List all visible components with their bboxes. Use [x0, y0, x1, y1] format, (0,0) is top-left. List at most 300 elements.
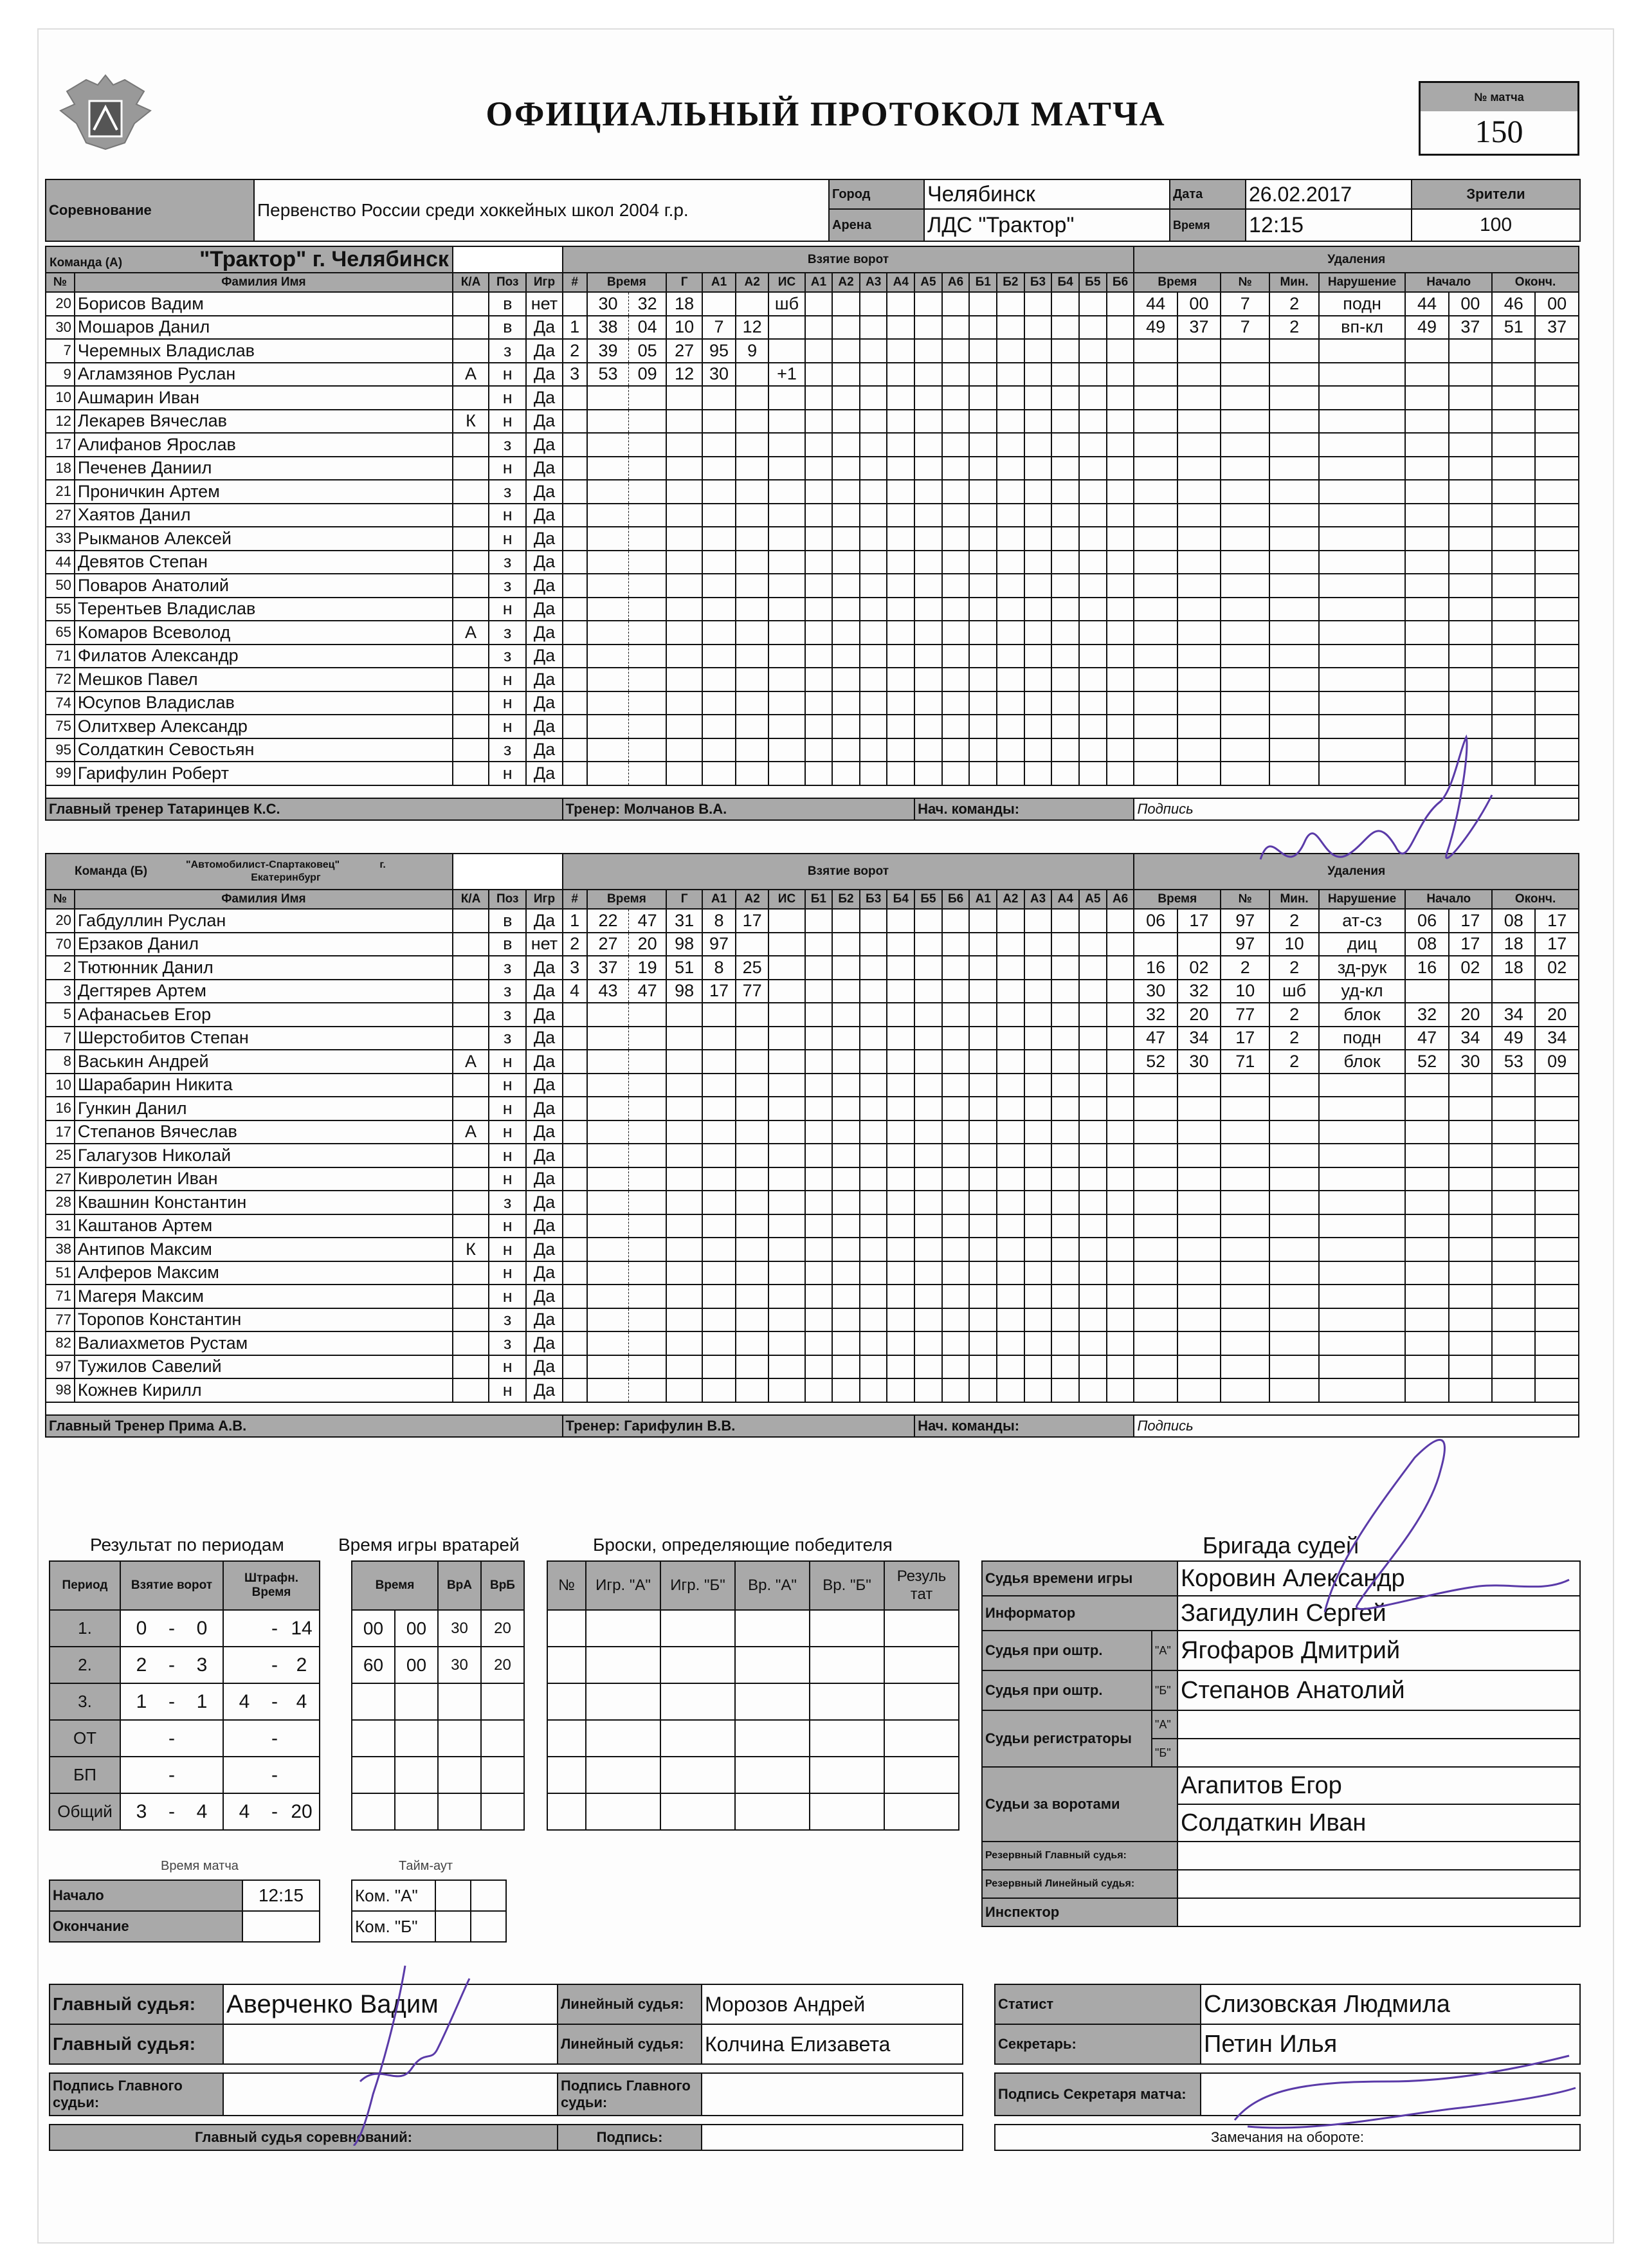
player-plays: Да	[526, 1003, 562, 1027]
match-number-box	[1419, 81, 1579, 156]
penalty-infraction: зд-рук	[1319, 956, 1406, 980]
goal-situation	[768, 668, 804, 691]
competition-info	[45, 179, 1581, 242]
table-row	[46, 1120, 1579, 1144]
period-label: ОТ	[50, 1720, 120, 1757]
player-role	[453, 715, 489, 738]
penalty-minutes: 2	[1269, 956, 1318, 980]
table-row	[46, 1191, 1579, 1214]
penalty-second	[1177, 1120, 1221, 1144]
player-position: н	[489, 598, 526, 621]
shootout-col-2: Игр. "Б"	[660, 1561, 735, 1610]
penalty-end-min: 18	[1492, 956, 1535, 980]
goal-assist-1	[702, 1308, 736, 1332]
goal-judges-label: Судьи за воротами	[982, 1767, 1177, 1842]
table-row	[46, 1214, 1579, 1238]
start-label: Начало	[50, 1880, 242, 1911]
registrars-label: Судьи регистраторы	[982, 1710, 1152, 1767]
player-role	[453, 574, 489, 598]
goal-situation	[768, 1238, 804, 1261]
table-row	[46, 956, 1579, 980]
penalty-start-min	[1405, 457, 1448, 480]
player-name: Солдаткин Севостьян	[75, 738, 453, 762]
table-row	[46, 668, 1579, 691]
protocol-sheet	[37, 28, 1614, 2244]
penalty-start-min: 06	[1405, 909, 1448, 933]
goal-second	[629, 574, 666, 598]
goal-scorer: 12	[666, 363, 702, 387]
periods-title: Результат по периодам	[90, 1535, 284, 1555]
goal-assist-2	[736, 621, 769, 645]
goalie-row	[352, 1610, 524, 1647]
goal-number: 3	[563, 363, 587, 387]
penalty-end-min	[1492, 457, 1535, 480]
period-goals-b: 0	[181, 1610, 223, 1647]
goal-assist-1	[702, 1331, 736, 1355]
goal-scorer	[666, 527, 702, 551]
player-position: н	[489, 527, 526, 551]
player-plays: Да	[526, 574, 562, 598]
penalty-end-min	[1492, 598, 1535, 621]
penalty-end-sec	[1535, 980, 1579, 1003]
goal-second	[629, 457, 666, 480]
goal-second	[629, 691, 666, 715]
penalty-second	[1177, 933, 1221, 956]
goalie-b: 20	[481, 1647, 524, 1683]
goal-number	[563, 1050, 587, 1074]
penalty-end-sec	[1535, 1120, 1579, 1144]
penalty-infraction	[1319, 1097, 1406, 1120]
penalty-player	[1221, 1355, 1269, 1379]
player-number: 21	[46, 480, 75, 504]
goal-minute	[587, 1050, 629, 1074]
arena-value: ЛДС "Трактор"	[924, 209, 1170, 241]
goal-assist-1	[702, 1238, 736, 1261]
penalty-end-min	[1492, 1144, 1535, 1167]
goal-assist-1	[702, 668, 736, 691]
goal-second	[629, 433, 666, 457]
penalty-end-sec: 37	[1535, 316, 1579, 340]
penalty-start-min	[1405, 1120, 1448, 1144]
player-position: з	[489, 574, 526, 598]
penalty-second: 30	[1177, 1050, 1221, 1074]
goal-scorer	[666, 762, 702, 785]
goal-minute	[587, 691, 629, 715]
table-row	[46, 1308, 1579, 1332]
player-number: 51	[46, 1261, 75, 1285]
shootout-table	[547, 1560, 959, 1831]
penalty-player: 77	[1221, 1003, 1269, 1027]
penalty-start-min	[1405, 1378, 1448, 1402]
goal-second: 04	[629, 316, 666, 340]
goal-assist-1	[702, 1120, 736, 1144]
penalty-end-sec: 17	[1535, 909, 1579, 933]
goal-assist-1	[702, 1074, 736, 1097]
line-ref-label-2: Линейный судья:	[558, 2024, 702, 2064]
player-position: з	[489, 480, 526, 504]
penalty-infraction	[1319, 1191, 1406, 1214]
penalty-end-sec: 02	[1535, 956, 1579, 980]
period-pen-b	[284, 1757, 320, 1793]
goal-assist-1	[702, 1214, 736, 1238]
penalty-minute	[1134, 1261, 1177, 1285]
penalty-second	[1177, 433, 1221, 457]
player-plays: Да	[526, 1144, 562, 1167]
goal-second: 47	[629, 980, 666, 1003]
player-name: Хаятов Данил	[75, 504, 453, 527]
penalty-infraction	[1319, 363, 1406, 387]
penalty-minutes	[1269, 1120, 1318, 1144]
goal-number	[563, 551, 587, 574]
end-value	[242, 1911, 320, 1942]
city-value: Челябинск	[924, 179, 1170, 209]
penalty-infraction	[1319, 504, 1406, 527]
table-row	[46, 316, 1579, 340]
player-plays: Да	[526, 1355, 562, 1379]
goal-assist-2	[736, 480, 769, 504]
goal-assist-1	[702, 480, 736, 504]
player-position: з	[489, 1331, 526, 1355]
shootout-row	[547, 1757, 959, 1793]
player-role	[453, 1355, 489, 1379]
reserve-main-label: Резервный Главный судья:	[982, 1842, 1177, 1870]
penalty-player	[1221, 1144, 1269, 1167]
player-role	[453, 339, 489, 363]
penalty-start-min	[1405, 691, 1448, 715]
player-role	[453, 1214, 489, 1238]
goal-assist-2	[736, 1120, 769, 1144]
penalty-end-sec	[1535, 715, 1579, 738]
goal-assist-2: 12	[736, 316, 769, 340]
goal-assist-1	[702, 1167, 736, 1191]
player-number: 95	[46, 738, 75, 762]
player-role	[453, 956, 489, 980]
penalty-end-sec: 20	[1535, 1003, 1579, 1027]
goal-situation	[768, 316, 804, 340]
player-role: А	[453, 1050, 489, 1074]
goal-assist-1	[702, 1027, 736, 1050]
goal-assist-2	[736, 738, 769, 762]
player-name: Торопов Константин	[75, 1308, 453, 1332]
spectators-value: 100	[1412, 209, 1580, 241]
goal-number	[563, 1331, 587, 1355]
player-plays: Да	[526, 738, 562, 762]
period-row: 2. 2 - 3 - 2	[50, 1647, 320, 1683]
penalty-start-sec: 17	[1449, 909, 1492, 933]
penalty-minute	[1134, 598, 1177, 621]
penalty-second: 02	[1177, 956, 1221, 980]
penalty-start-sec: 37	[1449, 316, 1492, 340]
penalty-end-sec	[1535, 1378, 1579, 1402]
teamA-label: Команда (А) "Трактор" г. Челябинск	[46, 246, 453, 273]
player-number: 5	[46, 1003, 75, 1027]
penalty-end-min	[1492, 1238, 1535, 1261]
goal-minute: 53	[587, 363, 629, 387]
penalty-minutes: 2	[1269, 1050, 1318, 1074]
penalty-end-sec	[1535, 339, 1579, 363]
player-number: 31	[46, 1214, 75, 1238]
penalty-end-sec	[1535, 1308, 1579, 1332]
goal-minute	[587, 621, 629, 645]
goal-assist-2: 9	[736, 339, 769, 363]
penalty-end-sec	[1535, 1074, 1579, 1097]
penalty-second	[1177, 574, 1221, 598]
penalty-minutes	[1269, 645, 1318, 668]
goal-situation	[768, 504, 804, 527]
goal-assist-2	[736, 1214, 769, 1238]
penalty-infraction	[1319, 457, 1406, 480]
penalty-player	[1221, 598, 1269, 621]
penalty-infraction: ат-сз	[1319, 909, 1406, 933]
penalty-minutes: 2	[1269, 316, 1318, 340]
secretary-label: Секретарь:	[995, 2024, 1201, 2064]
penalty-end-sec: 17	[1535, 933, 1579, 956]
penalty-start-sec	[1449, 691, 1492, 715]
player-role	[453, 1097, 489, 1120]
goal-minute: 30	[587, 292, 629, 316]
period-pen-a	[223, 1610, 265, 1647]
player-name: Кожнев Кирилл	[75, 1378, 453, 1402]
goal-number	[563, 386, 587, 410]
player-plays: Да	[526, 598, 562, 621]
goal-situation	[768, 1378, 804, 1402]
penalty-infraction	[1319, 1331, 1406, 1355]
goal-situation: +1	[768, 363, 804, 387]
penalty-minute	[1134, 1378, 1177, 1402]
penalty-infraction	[1319, 645, 1406, 668]
penalty-player	[1221, 410, 1269, 434]
penalty-minutes	[1269, 598, 1318, 621]
penalty-player	[1221, 621, 1269, 645]
penalty-end-sec	[1535, 386, 1579, 410]
shootout-row	[547, 1610, 959, 1647]
penalty-start-min	[1405, 1074, 1448, 1097]
player-role	[453, 1074, 489, 1097]
player-role	[453, 1308, 489, 1332]
penalty-second	[1177, 1308, 1221, 1332]
penalty-end-sec	[1535, 1238, 1579, 1261]
line-ref-1: Морозов Андрей	[702, 1984, 963, 2024]
period-row: Общий 3 - 4 4 - 20	[50, 1793, 320, 1830]
penalty-minute	[1134, 668, 1177, 691]
main-ref-signature-icon	[322, 1953, 489, 2146]
penalty-player	[1221, 1378, 1269, 1402]
goal-assist-1	[702, 433, 736, 457]
penalty-second: 32	[1177, 980, 1221, 1003]
goal-assist-2	[736, 715, 769, 738]
penalty-minute	[1134, 1355, 1177, 1379]
penalty-infraction	[1319, 1074, 1406, 1097]
goal-scorer: 31	[666, 909, 702, 933]
player-position: н	[489, 1285, 526, 1308]
goal-scorer	[666, 1191, 702, 1214]
goal-minute	[587, 1331, 629, 1355]
goal-assist-1	[702, 1261, 736, 1285]
player-position: н	[489, 668, 526, 691]
penalty-end-min	[1492, 1261, 1535, 1285]
period-goals-a: 1	[120, 1683, 162, 1720]
goal-second	[629, 527, 666, 551]
player-name: Гункин Данил	[75, 1097, 453, 1120]
goal-scorer	[666, 621, 702, 645]
goal-assist-1	[702, 386, 736, 410]
period-pen-b: 4	[284, 1683, 320, 1720]
player-name: Афанасьев Егор	[75, 1003, 453, 1027]
player-plays: Да	[526, 504, 562, 527]
player-role	[453, 457, 489, 480]
player-name: Черемных Владислав	[75, 339, 453, 363]
goal-situation	[768, 480, 804, 504]
secretary: Петин Илья	[1201, 2024, 1580, 2064]
penalty-end-sec: 00	[1535, 292, 1579, 316]
penalty-second: 20	[1177, 1003, 1221, 1027]
penalty-end-min: 18	[1492, 933, 1535, 956]
goal-assist-2	[736, 762, 769, 785]
goal-situation	[768, 909, 804, 933]
penalty-start-min	[1405, 645, 1448, 668]
goal-scorer	[666, 1027, 702, 1050]
teamB-head-coach: Главный Тренер Прима А.В.	[46, 1415, 563, 1437]
goalie-time-header: Время	[352, 1561, 438, 1610]
table-row	[46, 980, 1579, 1003]
goal-assist-2	[736, 1167, 769, 1191]
player-position: з	[489, 621, 526, 645]
goal-second: 09	[629, 363, 666, 387]
reg-a-side: "А"	[1152, 1710, 1177, 1739]
goal-assist-2: 17	[736, 909, 769, 933]
penalty-second: 34	[1177, 1027, 1221, 1050]
player-role: К	[453, 1238, 489, 1261]
goal-situation	[768, 339, 804, 363]
player-name: Антипов Максим	[75, 1238, 453, 1261]
shootout-title: Броски, определяющие победителя	[593, 1535, 893, 1555]
goal-number	[563, 1027, 587, 1050]
player-plays: Да	[526, 1378, 562, 1402]
penalty-start-min	[1405, 668, 1448, 691]
goal-second	[629, 1331, 666, 1355]
player-plays: Да	[526, 527, 562, 551]
table-row	[46, 1144, 1579, 1167]
goalies-table	[351, 1560, 525, 1831]
penalty-infraction	[1319, 386, 1406, 410]
teamB-team-chief: Нач. команды:	[914, 1415, 1134, 1437]
table-row	[46, 363, 1579, 387]
player-position: н	[489, 1214, 526, 1238]
penalty-end-sec	[1535, 1331, 1579, 1355]
player-number: 82	[46, 1331, 75, 1355]
player-plays: Да	[526, 386, 562, 410]
penalty-minutes: шб	[1269, 980, 1318, 1003]
table-row	[46, 527, 1579, 551]
inspector-label: Инспектор	[982, 1898, 1177, 1926]
penalty-start-min	[1405, 1355, 1448, 1379]
penalty-minutes	[1269, 339, 1318, 363]
player-plays: Да	[526, 621, 562, 645]
player-position: з	[489, 339, 526, 363]
penalty-infraction	[1319, 621, 1406, 645]
penalty-end-min	[1492, 1308, 1535, 1332]
goal-situation	[768, 645, 804, 668]
penalty-second	[1177, 621, 1221, 645]
goal-scorer	[666, 1074, 702, 1097]
penalty-end-min: 51	[1492, 316, 1535, 340]
shootout-col-0: №	[547, 1561, 586, 1610]
player-role	[453, 1378, 489, 1402]
goalie-row	[352, 1647, 524, 1683]
penalty-minute	[1134, 738, 1177, 762]
penalty-second	[1177, 668, 1221, 691]
competition-name: Первенство России среди хоккейных школ 2004 г.р.	[254, 179, 829, 241]
penalty-start-sec	[1449, 480, 1492, 504]
timeout-b-label: Ком. "Б"	[352, 1911, 435, 1942]
player-number: 72	[46, 668, 75, 691]
player-plays: Да	[526, 1120, 562, 1144]
goal-minute	[587, 762, 629, 785]
penalty-minute: 49	[1134, 316, 1177, 340]
goal-scorer	[666, 1214, 702, 1238]
penalty-end-sec	[1535, 551, 1579, 574]
penalty-start-sec	[1449, 1120, 1492, 1144]
player-role	[453, 1144, 489, 1167]
player-plays: Да	[526, 457, 562, 480]
goal-situation	[768, 386, 804, 410]
penalty-end-sec	[1535, 1285, 1579, 1308]
goal-assist-2	[736, 1050, 769, 1074]
goal-situation	[768, 527, 804, 551]
penalty-start-min	[1405, 363, 1448, 387]
pen-a-label: Судья при оштр.	[982, 1631, 1152, 1670]
goal-minute	[587, 1308, 629, 1332]
player-number: 20	[46, 292, 75, 316]
player-name: Степанов Вячеслав	[75, 1120, 453, 1144]
penalty-minute	[1134, 1120, 1177, 1144]
goal-assist-1	[702, 1050, 736, 1074]
timekeeper: Коровин Александр	[1177, 1561, 1580, 1596]
table-row	[46, 1074, 1579, 1097]
player-position: з	[489, 645, 526, 668]
penalty-player	[1221, 504, 1269, 527]
penalty-player	[1221, 1308, 1269, 1332]
pen-a-judge: Ягофаров Дмитрий	[1177, 1631, 1580, 1670]
penalty-second	[1177, 1214, 1221, 1238]
penalty-start-sec	[1449, 1167, 1492, 1191]
penalty-minute	[1134, 715, 1177, 738]
goal-number	[563, 574, 587, 598]
player-plays: Да	[526, 1308, 562, 1332]
period-pen-b	[284, 1720, 320, 1757]
penalty-infraction	[1319, 598, 1406, 621]
penalty-end-sec	[1535, 363, 1579, 387]
player-plays: нет	[526, 292, 562, 316]
goalie-row	[352, 1683, 524, 1720]
period-pen-b: 20	[284, 1793, 320, 1830]
player-role	[453, 433, 489, 457]
goal-assist-2	[736, 1261, 769, 1285]
player-name: Ашмарин Иван	[75, 386, 453, 410]
player-role	[453, 1027, 489, 1050]
player-number: 8	[46, 1050, 75, 1074]
penalty-end-min: 49	[1492, 1027, 1535, 1050]
penalty-infraction: диц	[1319, 933, 1406, 956]
timeout-table	[351, 1879, 507, 1943]
penalty-second	[1177, 457, 1221, 480]
penalty-end-min	[1492, 1355, 1535, 1379]
player-position: з	[489, 980, 526, 1003]
goal-minute	[587, 715, 629, 738]
period-label: 2.	[50, 1647, 120, 1683]
goal-number: 1	[563, 909, 587, 933]
penalty-minute	[1134, 457, 1177, 480]
